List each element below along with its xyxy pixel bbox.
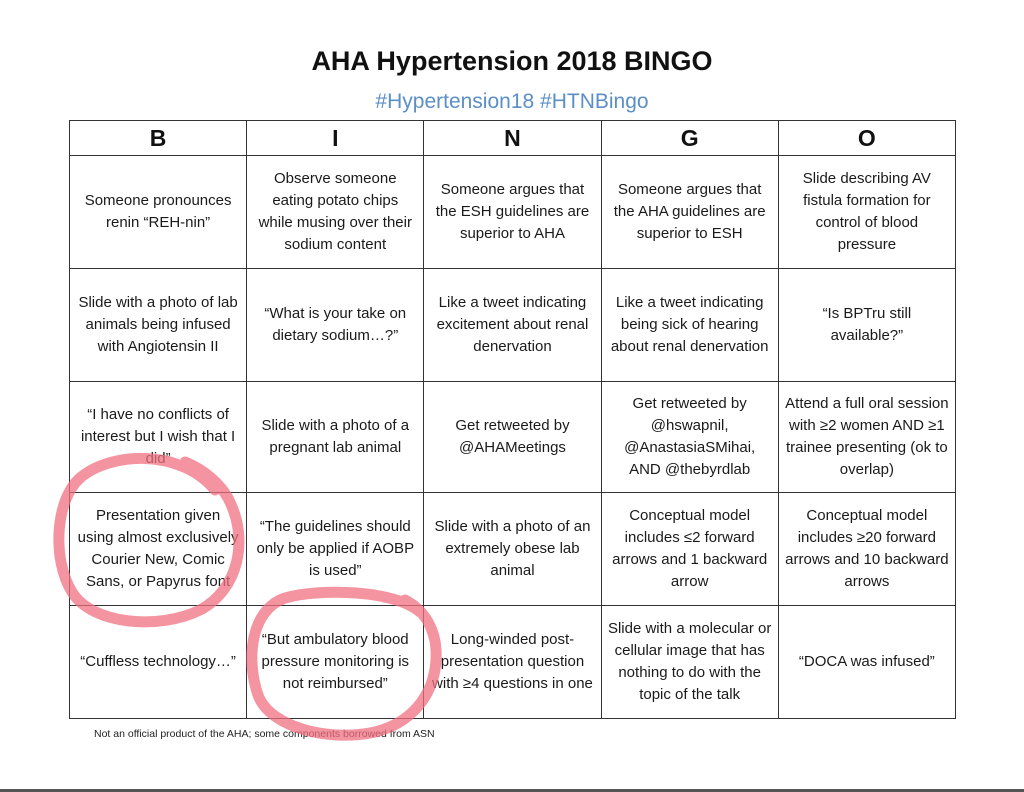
bingo-cell-n5: Long-winded post-presentation question with ≥4 questions in one — [424, 606, 601, 719]
bingo-cell-o1: Slide describing AV fistula formation for control of blood pressure — [778, 156, 955, 269]
bingo-cell-b3: “I have no conflicts of interest but I wish that I did” — [70, 382, 247, 493]
header-b: B — [70, 121, 247, 156]
bingo-cell-o4: Conceptual model includes ≥20 forward arrows and 10 backward arrows — [778, 493, 955, 606]
bingo-row-5 — [70, 606, 956, 719]
bingo-row-1 — [70, 156, 956, 269]
header-g: G — [601, 121, 778, 156]
bingo-cell-n4: Slide with a photo of an extremely obese lab animal — [424, 493, 601, 606]
bingo-cell-g1: Someone argues that the AHA guidelines are superior to ESH — [601, 156, 778, 269]
bingo-cell-b2: Slide with a photo of lab animals being infused with Angiotensin II — [70, 269, 247, 382]
bingo-cell-b1: Someone pronounces renin “REH-nin” — [70, 156, 247, 269]
bingo-cell-g4: Conceptual model includes ≤2 forward arrows and 1 backward arrow — [601, 493, 778, 606]
bingo-row-4 — [70, 493, 956, 606]
card-title: AHA Hypertension 2018 BINGO — [311, 46, 713, 76]
bingo-cell-o2: “Is BPTru still available?” — [778, 269, 955, 382]
bingo-cell-g3: Get retweeted by @hswapnil, @AnastasiaSMihai, AND @thebyrdlab — [601, 382, 778, 493]
bingo-cell-g2: Like a tweet indicating being sick of hearing about renal denervation — [601, 269, 778, 382]
bingo-row-2 — [70, 269, 956, 382]
bingo-cell-i3: Slide with a photo of a pregnant lab animal — [247, 382, 424, 493]
bingo-cell-i2: “What is your take on dietary sodium…?” — [247, 269, 424, 382]
header-o: O — [778, 121, 955, 156]
bingo-cell-o5: “DOCA was infused” — [778, 606, 955, 719]
bingo-cell-n3: Get retweeted by @AHAMeetings — [424, 382, 601, 493]
bingo-cell-b5: “Cuffless technology…” — [70, 606, 247, 719]
card-subtitle-hashtags: #Hypertension18 #HTNBingo — [375, 90, 649, 113]
bingo-grid — [69, 120, 956, 719]
bingo-cell-i4: “The guidelines should only be applied if AOBP is used” — [247, 493, 424, 606]
bingo-cell-i5: “But ambulatory blood pressure monitoring is not reimbursed” — [247, 606, 424, 719]
bingo-cell-b4: Presentation given using almost exclusively Courier New, Comic Sans, or Papyrus font — [70, 493, 247, 606]
bingo-cell-i1: Observe someone eating potato chips while musing over their sodium content — [247, 156, 424, 269]
bingo-cell-o3: Attend a full oral session with ≥2 women AND ≥1 trainee presenting (ok to overlap) — [778, 382, 955, 493]
bingo-cell-n1: Someone argues that the ESH guidelines are superior to AHA — [424, 156, 601, 269]
header-i: I — [247, 121, 424, 156]
bingo-row-3 — [70, 382, 956, 493]
bingo-cell-g5: Slide with a molecular or cellular image that has nothing to do with the topic of the talk — [601, 606, 778, 719]
header-n: N — [424, 121, 601, 156]
bingo-cell-n2: Like a tweet indicating excitement about renal denervation — [424, 269, 601, 382]
header-row — [70, 121, 956, 156]
disclaimer-footer: Not an official product of the AHA; some components borrowed from ASN — [94, 728, 435, 740]
